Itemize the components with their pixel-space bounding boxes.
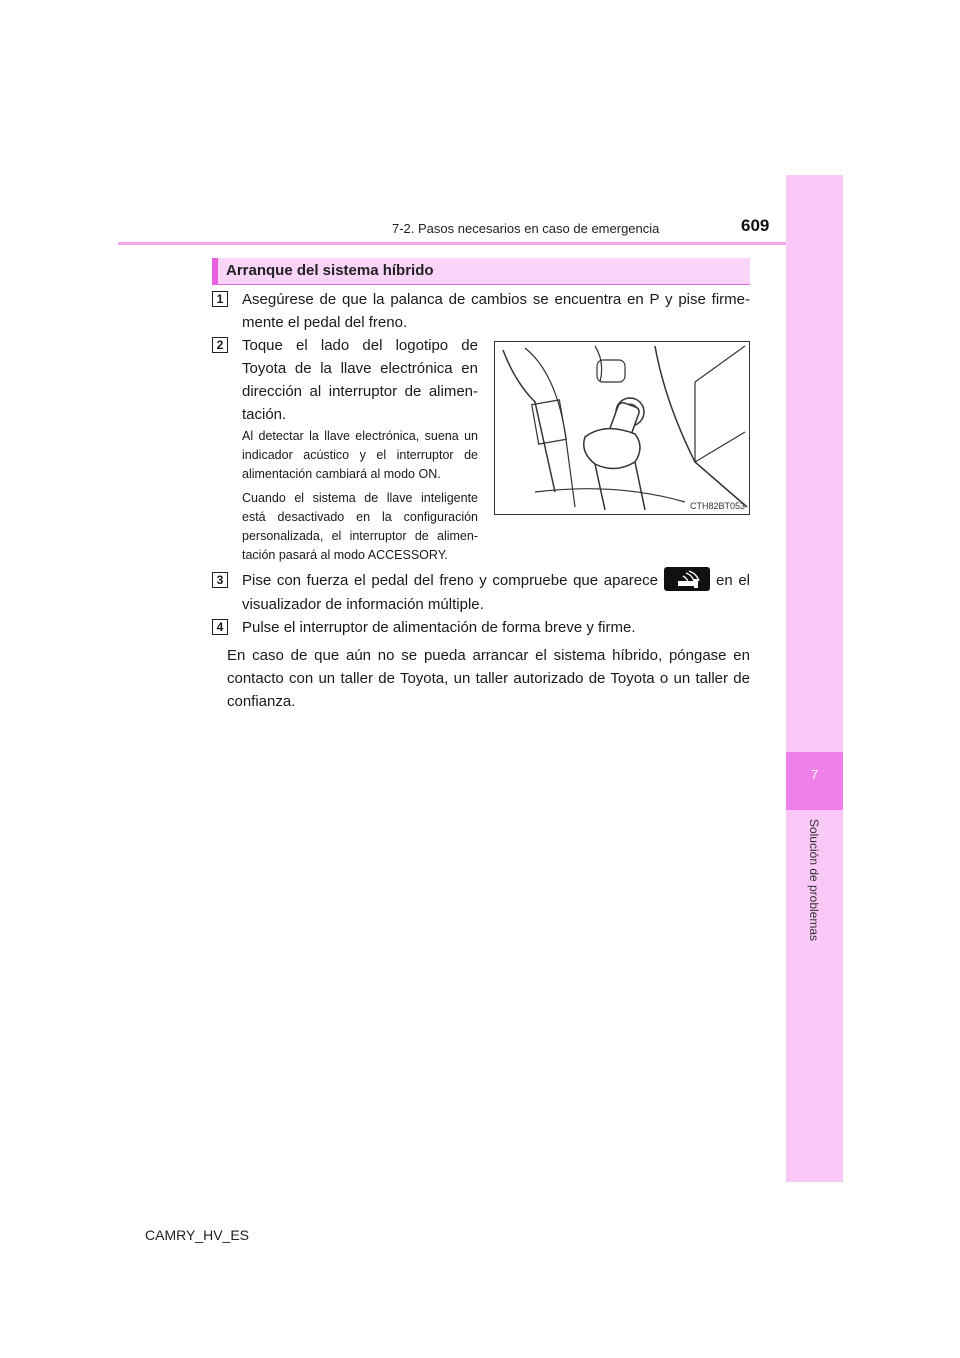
chapter-number: 7 (810, 767, 819, 782)
hand-key-drawing (495, 342, 749, 514)
page-number: 609 (741, 216, 770, 235)
header-rule (118, 242, 786, 245)
closing-paragraph: En caso de que aún no se pueda arrancar el sistema híbrido, póngase en contacto con un taller de Toyota, un taller autorizado de Toyota o un taller de confianza. (227, 647, 750, 710)
chapter-side-tab (786, 175, 843, 1182)
step-3-text (242, 569, 750, 616)
step-number-1: 1 (212, 291, 228, 307)
step-3-text-after: en el visualizador de información múltiple. (242, 572, 750, 614)
chapter-number-tab (786, 752, 843, 810)
document-code: CAMRY_HV_ES (145, 1227, 250, 1243)
chapter-title: 7-2. Pasos necesarios en caso de emergencia (392, 221, 660, 236)
step-4-text: Pulse el interruptor de alimentación de forma breve y firme. (242, 619, 636, 636)
key-indicator-icon (664, 567, 710, 591)
section-title: Arranque del sistema híbrido (226, 262, 434, 279)
step-number-4: 4 (212, 619, 228, 635)
step-number-3: 3 (212, 572, 228, 588)
section-underline (212, 284, 750, 285)
chapter-label: Solución de problemas (807, 818, 821, 942)
step-2-note-1: Al detectar la llave electrónica, suena un indicador acústico y el interruptor de alimentación cambiará al modo ON. (242, 429, 478, 481)
step-2-note-2: Cuando el sistema de llave inteligente está desactivado en la configuración personalizada, el interruptor de alimen-tación pasará al modo ACCESSORY. (242, 491, 478, 562)
illustration-code: CTH82BT053 (689, 501, 745, 511)
power-switch-illustration (494, 341, 750, 515)
step-1-text: Asegúrese de que la palanca de cambios se encuentra en P y pise firme-mente el pedal del freno. (242, 291, 750, 331)
step-3-text-before: Pise con fuerza el pedal del freno y compruebe que aparece (242, 572, 658, 589)
step-2-text: Toque el lado del logotipo de Toyota de la llave electrónica en dirección al interruptor de alimen-tación. (242, 337, 478, 423)
step-number-2: 2 (212, 337, 228, 353)
section-heading-bar (212, 258, 750, 284)
